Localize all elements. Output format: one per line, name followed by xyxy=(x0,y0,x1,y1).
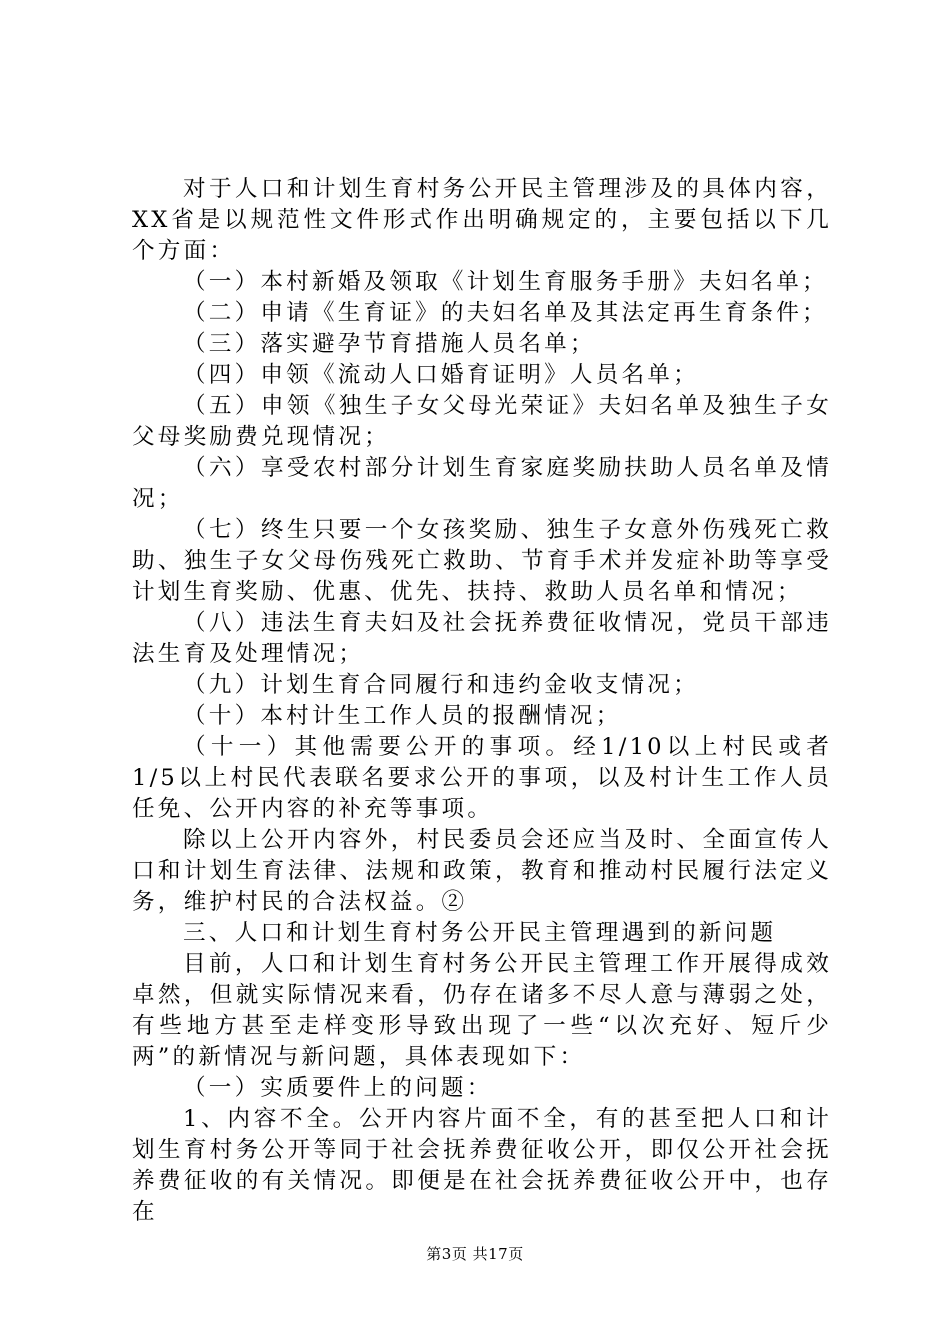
paragraph: 1、内容不全。公开内容片面不全，有的甚至把人口和计划生育村务公开等同于社会抚养费征收公开，即仅公开社会抚养费征收的有关情况。即便是在社会抚养费征收公开中，也存在 xyxy=(132,1106,832,1225)
subsection-heading: （一）实质要件上的问题： xyxy=(183,1075,493,1101)
list-item: （五）申领《独生子女父母光荣证》夫妇名单及独生子女父母奖励费兑现情况； xyxy=(132,393,832,450)
list-item: （九）计划生育合同履行和违约金收支情况； xyxy=(183,672,699,698)
paragraph: 对于人口和计划生育村务公开民主管理涉及的具体内容，XX省是以规范性文件形式作出明确规定的，主要包括以下几个方面： xyxy=(132,176,832,264)
paragraph: 除以上公开内容外，村民委员会还应当及时、全面宣传人口和计划生育法律、法规和政策，教育和推动村民履行法定义务，维护村民的合法权益。② xyxy=(132,827,832,915)
section-heading: 三、人口和计划生育村务公开民主管理遇到的新问题 xyxy=(183,920,777,946)
paragraph: 目前，人口和计划生育村务公开民主管理工作开展得成效卓然，但就实际情况来看，仍存在诸多不尽人意与薄弱之处，有些地方甚至走样变形导致出现了一些“以次充好、短斤少两”的新情况与新问题，具体表现如下： xyxy=(132,951,832,1070)
body-text xyxy=(132,174,832,1228)
list-item: （十）本村计生工作人员的报酬情况； xyxy=(183,703,622,729)
list-item: （四）申领《流动人口婚育证明》人员名单； xyxy=(183,362,699,388)
list-item: （八）违法生育夫妇及社会抚养费征收情况，党员干部违法生育及处理情况； xyxy=(132,610,832,667)
list-item: （三）落实避孕节育措施人员名单； xyxy=(183,331,596,357)
list-item: （一）本村新婚及领取《计划生育服务手册》夫妇名单； xyxy=(183,269,828,295)
list-item: （二）申请《生育证》的夫妇名单及其法定再生育条件； xyxy=(183,300,828,326)
page-footer: 第3页 共17页 xyxy=(426,1245,524,1263)
list-item: （六）享受农村部分计划生育家庭奖励扶助人员名单及情况； xyxy=(132,455,832,512)
list-item: （七）终生只要一个女孩奖励、独生子女意外伤残死亡救助、独生子女父母伤残死亡救助、节育手术并发症补助等享受计划生育奖励、优惠、优先、扶持、救助人员名单和情况； xyxy=(132,517,832,605)
list-item: （十一）其他需要公开的事项。经1/10以上村民或者1/5以上村民代表联名要求公开的事项，以及村计生工作人员任免、公开内容的补充等事项。 xyxy=(132,734,832,822)
